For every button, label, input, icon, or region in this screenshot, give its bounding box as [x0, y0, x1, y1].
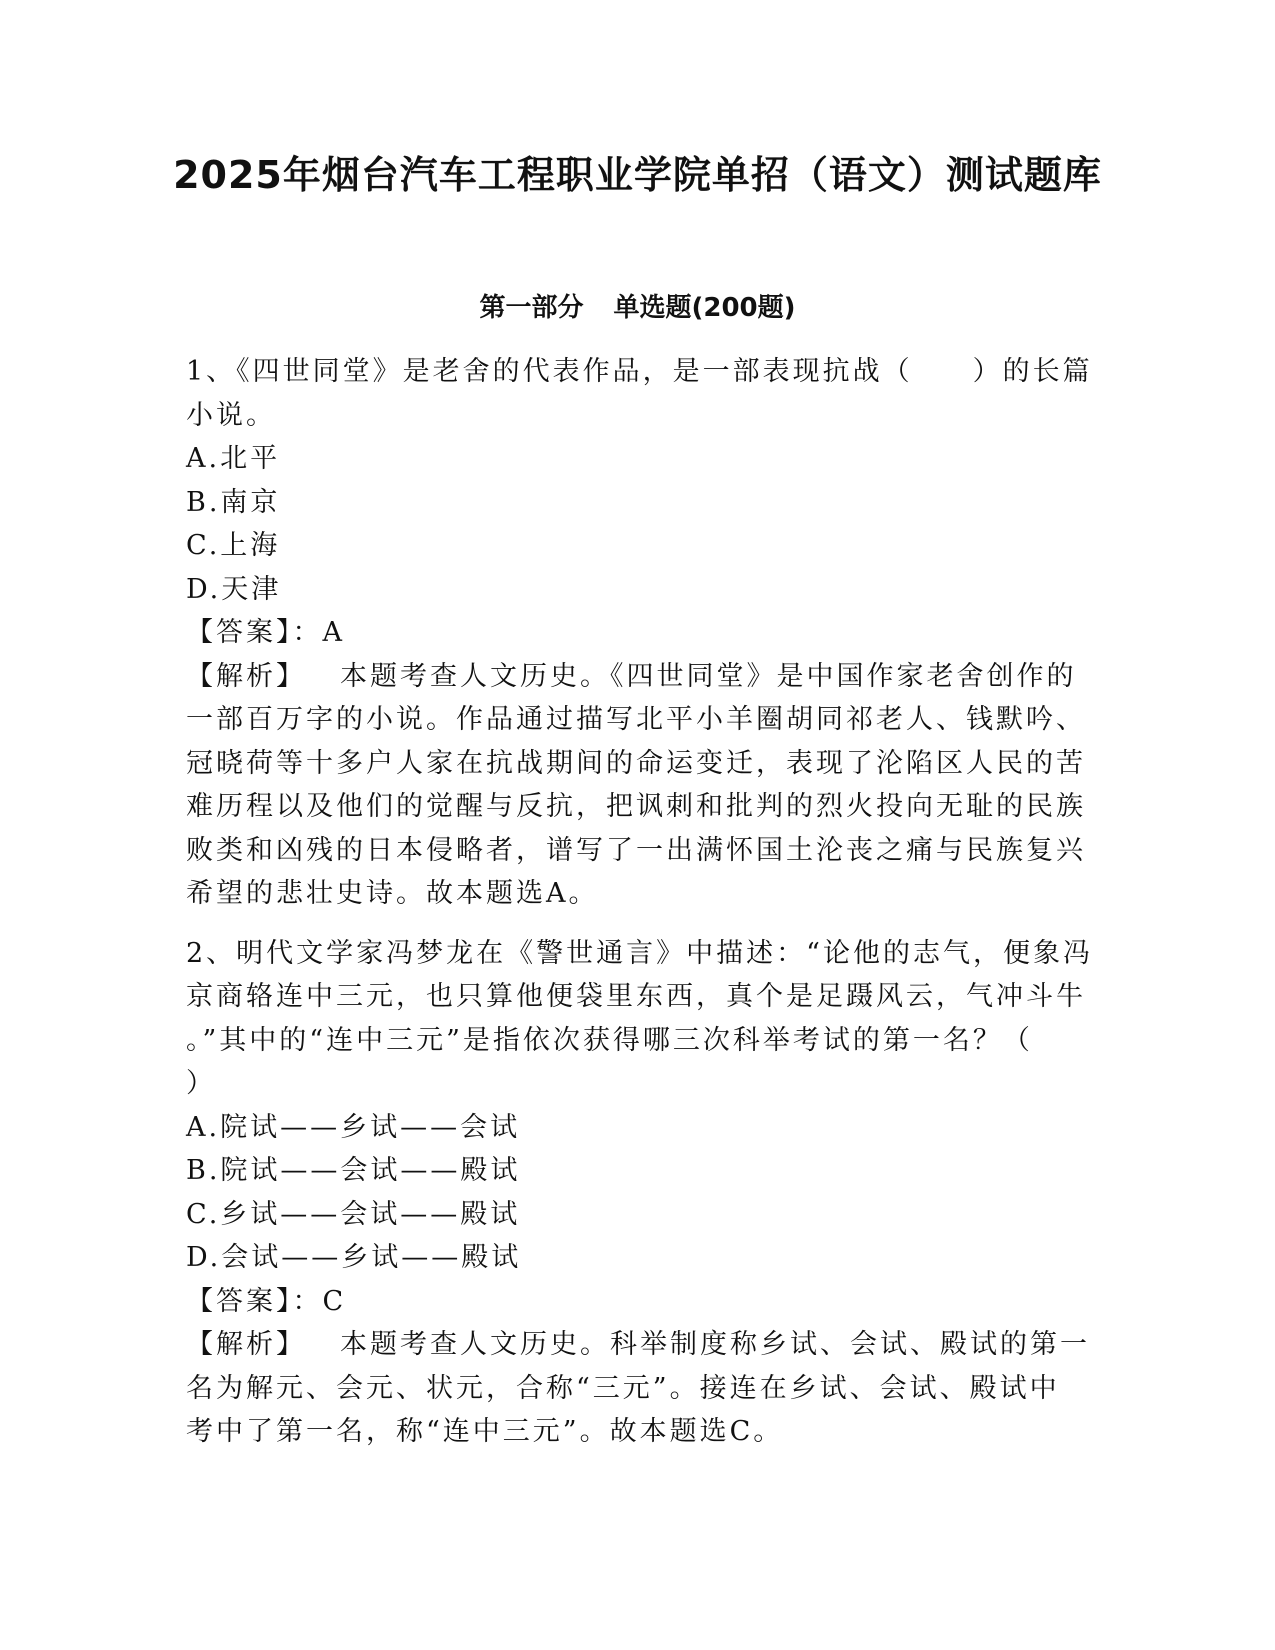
question-2: [186, 932, 1093, 1454]
question-stem-line: 1、《四世同堂》是老舍的代表作品，是一部表现抗战（ ）的长篇: [186, 356, 1093, 387]
question-1: [186, 350, 1093, 916]
analysis-line: 希望的悲壮史诗。故本题选A。: [186, 878, 599, 909]
analysis-label: 【解析】: [186, 660, 306, 692]
analysis-row: [186, 1323, 1090, 1367]
analysis-line: 难历程以及他们的觉醒与反抗，把讽刺和批判的烈火投向无耻的民族: [186, 791, 1086, 822]
document-title: 2025年烟台汽车工程职业学院单招（语文）测试题库: [173, 153, 1102, 197]
question-stem-line: 小说。: [186, 399, 276, 431]
answer-value: A: [322, 617, 345, 648]
answer-row: [186, 611, 1071, 655]
analysis-row: [186, 655, 1077, 699]
question-stem-line: ）: [186, 1068, 216, 1099]
answer-value: C: [322, 1285, 347, 1317]
option-b: B.院试——会试——殿试: [186, 1155, 521, 1186]
analysis-line: 考中了第一名，称“连中三元”。故本题选C。: [186, 1416, 784, 1447]
answer-label: 【答案】：: [186, 1285, 323, 1317]
analysis-line: 本题考查人文历史。科举制度称乡试、会试、殿试的第一: [340, 1329, 1090, 1360]
question-stem-line: 2、明代文学家冯梦龙在《警世通言》中描述：“论他的志气，便象冯: [186, 937, 1093, 969]
option-c: C.上海: [186, 530, 281, 561]
option-a: A.院试——乡试——会试: [186, 1111, 521, 1143]
question-stem-line: 京商辂连中三元，也只算他便袋里东西，真个是足蹑风云，气冲斗牛: [186, 981, 1086, 1012]
option-d: D.天津: [186, 573, 282, 605]
analysis-label: 【解析】: [186, 1329, 306, 1360]
analysis-line: 一部百万字的小说。作品通过描写北平小羊圈胡同祁老人、钱默吟、: [186, 704, 1086, 735]
section-heading: 单选题(200题): [613, 293, 796, 323]
option-a: A.北平: [186, 443, 281, 474]
analysis-line: 败类和凶残的日本侵略者，谱写了一出满怀国土沦丧之痛与民族复兴: [186, 834, 1086, 866]
option-b: B.南京: [186, 486, 281, 518]
option-d: D.会试——乡试——殿试: [186, 1242, 522, 1273]
question-stem-line: 。”其中的“连中三元”是指依次获得哪三次科举考试的第一名？（: [186, 1024, 1033, 1056]
section-name: 第一部分: [479, 293, 584, 323]
question-list: [186, 350, 1093, 1470]
analysis-line: 本题考查人文历史。《四世同堂》是中国作家老舍创作的: [340, 660, 1077, 692]
answer-row: [186, 1280, 1071, 1324]
option-c: C.乡试——会试——殿试: [186, 1198, 521, 1230]
analysis-line: 冠晓荷等十多户人家在抗战期间的命运变迁，表现了沦陷区人民的苦: [186, 747, 1086, 779]
section-title: [0, 290, 1275, 326]
analysis-line: 名为解元、会元、状元，合称“三元”。接连在乡试、会试、殿试中: [186, 1372, 1060, 1404]
answer-label: 【答案】：: [186, 617, 323, 648]
